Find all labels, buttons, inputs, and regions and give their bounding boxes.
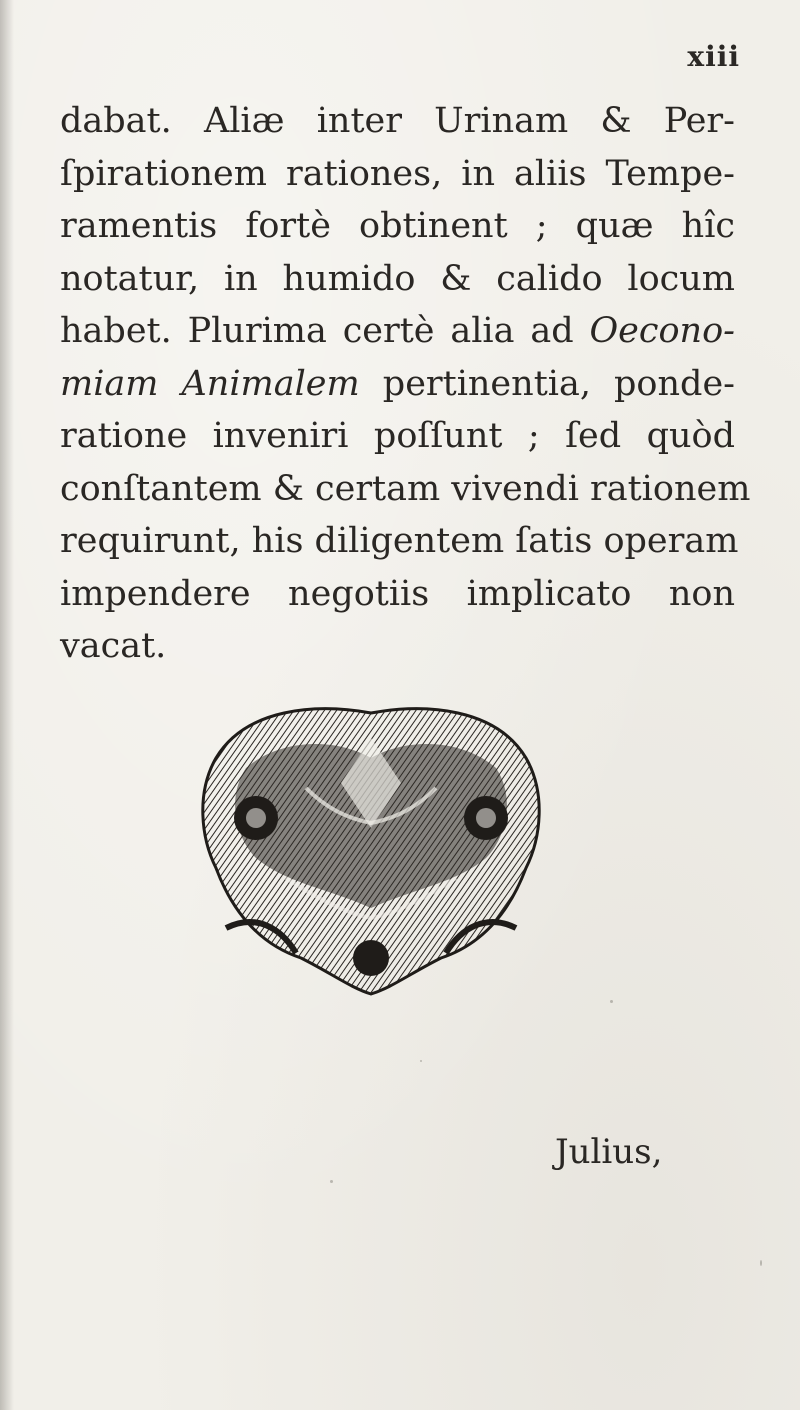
text-line-6-roman: pertinentia, ponde-	[359, 363, 735, 404]
text-line-11: vacat.	[60, 626, 167, 666]
text-line-8: conſtantem & certam vivendi rationem	[60, 468, 751, 509]
paper-speck	[330, 1180, 333, 1183]
italic-miam: miam	[60, 363, 159, 404]
gutter-shadow	[0, 0, 14, 1410]
body-text	[60, 95, 751, 673]
paper-speck	[420, 1060, 422, 1062]
text-line-7: ratione inveniri poſſunt ; ſed quòd	[60, 416, 735, 456]
text-line-5-roman: habet. Plurima certè alia ad	[60, 311, 590, 351]
text-line-6	[60, 358, 735, 411]
text-line-10: impendere negotiis implicato non	[60, 573, 735, 614]
text-line-1: dabat. Aliæ inter Urinam & Per-	[60, 101, 735, 141]
tailpiece-ornament	[186, 698, 556, 998]
page-number: xiii	[687, 40, 740, 73]
italic-oecono: Oecono-	[589, 311, 735, 351]
text-line-5	[60, 305, 735, 358]
italic-animalem: Animalem	[181, 363, 360, 404]
text-line-3: ramentis fortè obtinent ; quæ hîc	[60, 206, 735, 246]
text-line-2: ſpirationem rationes, in aliis Tempe-	[60, 153, 735, 194]
paper-speck	[760, 1260, 762, 1266]
text-line-4: notatur, in humido & calido locum	[60, 258, 735, 299]
catchword: Julius,	[555, 1132, 663, 1172]
paper-speck	[610, 1000, 613, 1003]
text-line-9: requirunt, his diligentem ſatis operam	[60, 521, 739, 561]
